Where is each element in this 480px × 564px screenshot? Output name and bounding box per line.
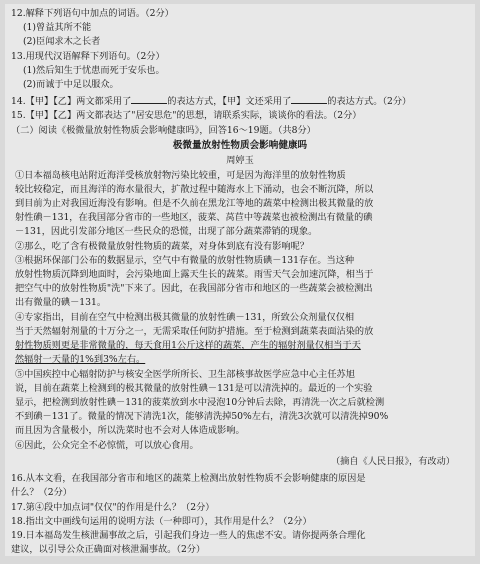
- q12-item-1: (1)曾益其所不能: [23, 22, 92, 33]
- exam-page: [5, 4, 475, 556]
- article-author: 周婷玉: [226, 155, 254, 166]
- q19: 19.日本福岛发生核泄漏事故之后，引起我们身边一些人的焦虑不安。请你提两条合理化: [11, 530, 366, 541]
- q17: 17.第④段中加点词"仅仅"的作用是什么？（2分）: [11, 502, 215, 513]
- q15: 15.【甲】【乙】两文都表达了"居安思危"的思想，请联系实际，谈谈你的看法。（2分）: [11, 110, 362, 121]
- section-heading: （二）阅读《极微量放射性物质会影响健康吗》，回答16～19题。（共8分）: [11, 125, 316, 136]
- article-line: ⑥因此，公众完全不必惊慌，可以放心食用。: [15, 440, 199, 451]
- article-line: 说，目前在蔬菜上检测到的极其微量的放射性碘－131是可以清洗掉的。最近的一个实验: [15, 383, 373, 394]
- article-line: 出有微量的碘－131。: [15, 297, 107, 308]
- q12-item-2: (2)臣闻求木之长者: [23, 36, 101, 47]
- article-line: －131，因此引发部分地区一些民众的恐慌，出现了部分蔬菜滞销的现象。: [15, 226, 318, 237]
- article-line: ③根据环保部门公布的数据显示，空气中有微量的放射性物质碘－131存在。当这种: [15, 255, 355, 266]
- q12-stem: 12.解释下列语句中加点的词语。（2分）: [11, 8, 174, 19]
- q18: 18.指出文中画线句运用的说明方法（一种即可），其作用是什么？（2分）: [11, 516, 312, 527]
- article-line: 当于天然辐射剂量的十万分之一，无需采取任何防护措施。至于检测到蔬菜表面沾染的放: [15, 326, 374, 337]
- article-line: 放射性物质沉降到地面时，会污染地面上露天生长的蔬菜。雨雪天气会加速沉降，相当于: [15, 269, 374, 280]
- q14-part-3: 的表达方式。（2分）: [327, 96, 412, 107]
- article-title: 极微量放射性物质会影响健康吗: [172, 140, 308, 151]
- article-line: ⑤中国疾控中心辐射防护与核安全医学所所长、卫生部核事故医学应急中心主任苏旭: [15, 369, 355, 380]
- article-line: 显示，把检测到放射性碘－131的菠菜放到水中浸泡10分钟后去除，再清洗一次之后就检测: [15, 397, 385, 408]
- q14-blank-1: [131, 94, 167, 104]
- article-line: 射性碘－131，在我国部分省市的一些地区，菠菜、莴苣中等蔬菜也被检测出有微量的碘: [15, 212, 373, 223]
- article-line: ④专家指出，目前在空气中检测出极其微量的放射性碘－131，所致公众剂量仅仅相: [15, 312, 355, 323]
- q13-stem: 13.用现代汉语解释下列语句。（2分）: [11, 51, 165, 62]
- article-line-underlined: 射性物质则更是非常微量的，每天食用1公斤这样的蔬菜，产生的辐射剂量仅相当于天: [15, 340, 361, 351]
- q16: 16.从本文看，在我国部分省市和地区的蔬菜上检测出放射性物质不会影响健康的原因是: [11, 473, 366, 484]
- q16-continued: 什么？（2分）: [11, 487, 72, 498]
- q19-continued: 建议，以引导公众正确面对核泄漏事故。（2分）: [11, 544, 206, 555]
- article-line: 把空气中的放射性物质"洗"下来了。因此，在我国部分省市和地区的一些蔬菜会被检测出: [15, 283, 373, 294]
- q14: [11, 94, 471, 108]
- article-source: （摘自《人民日报》，有改动）: [330, 456, 455, 467]
- article-line-underlined: 然辐射一天量的1%到3%左右。: [15, 354, 146, 365]
- q14-blank-2: [291, 94, 327, 104]
- article-line: 不到碘－131了。微量的情况下清洗1次，能够清洗掉50%左右，清洗3次就可以清洗掉90%: [15, 411, 389, 422]
- article-line: ②那么，吃了含有极微量放射性物质的蔬菜，对身体到底有没有影响呢？: [15, 241, 309, 252]
- q13-item-2: (2)而诚于中足以服众。: [23, 79, 119, 90]
- article-line: 到目前为止对我国近海没有影响。但是不久前在黑龙江等地的蔬菜中检测出极其微量的放: [15, 198, 374, 209]
- q14-part-2: 的表达方式，【甲】文还采用了: [167, 96, 292, 107]
- q13-item-1: (1)然后知生于忧患而死于安乐也。: [23, 65, 165, 76]
- article-line: ①日本福岛核电站附近海洋受核放射物污染比较重，可是因为海洋里的放射性物质: [15, 170, 346, 181]
- article-line: 较比较稳定，而且海洋的海水量很大，扩散过程中随海水上下涌动，也会不断沉降，所以: [15, 184, 374, 195]
- article-line: 而且因为含量极小，所以洗菜时也不会对人体造成影响。: [15, 425, 245, 436]
- q14-part-1: 14.【甲】【乙】两文都采用了: [11, 96, 132, 107]
